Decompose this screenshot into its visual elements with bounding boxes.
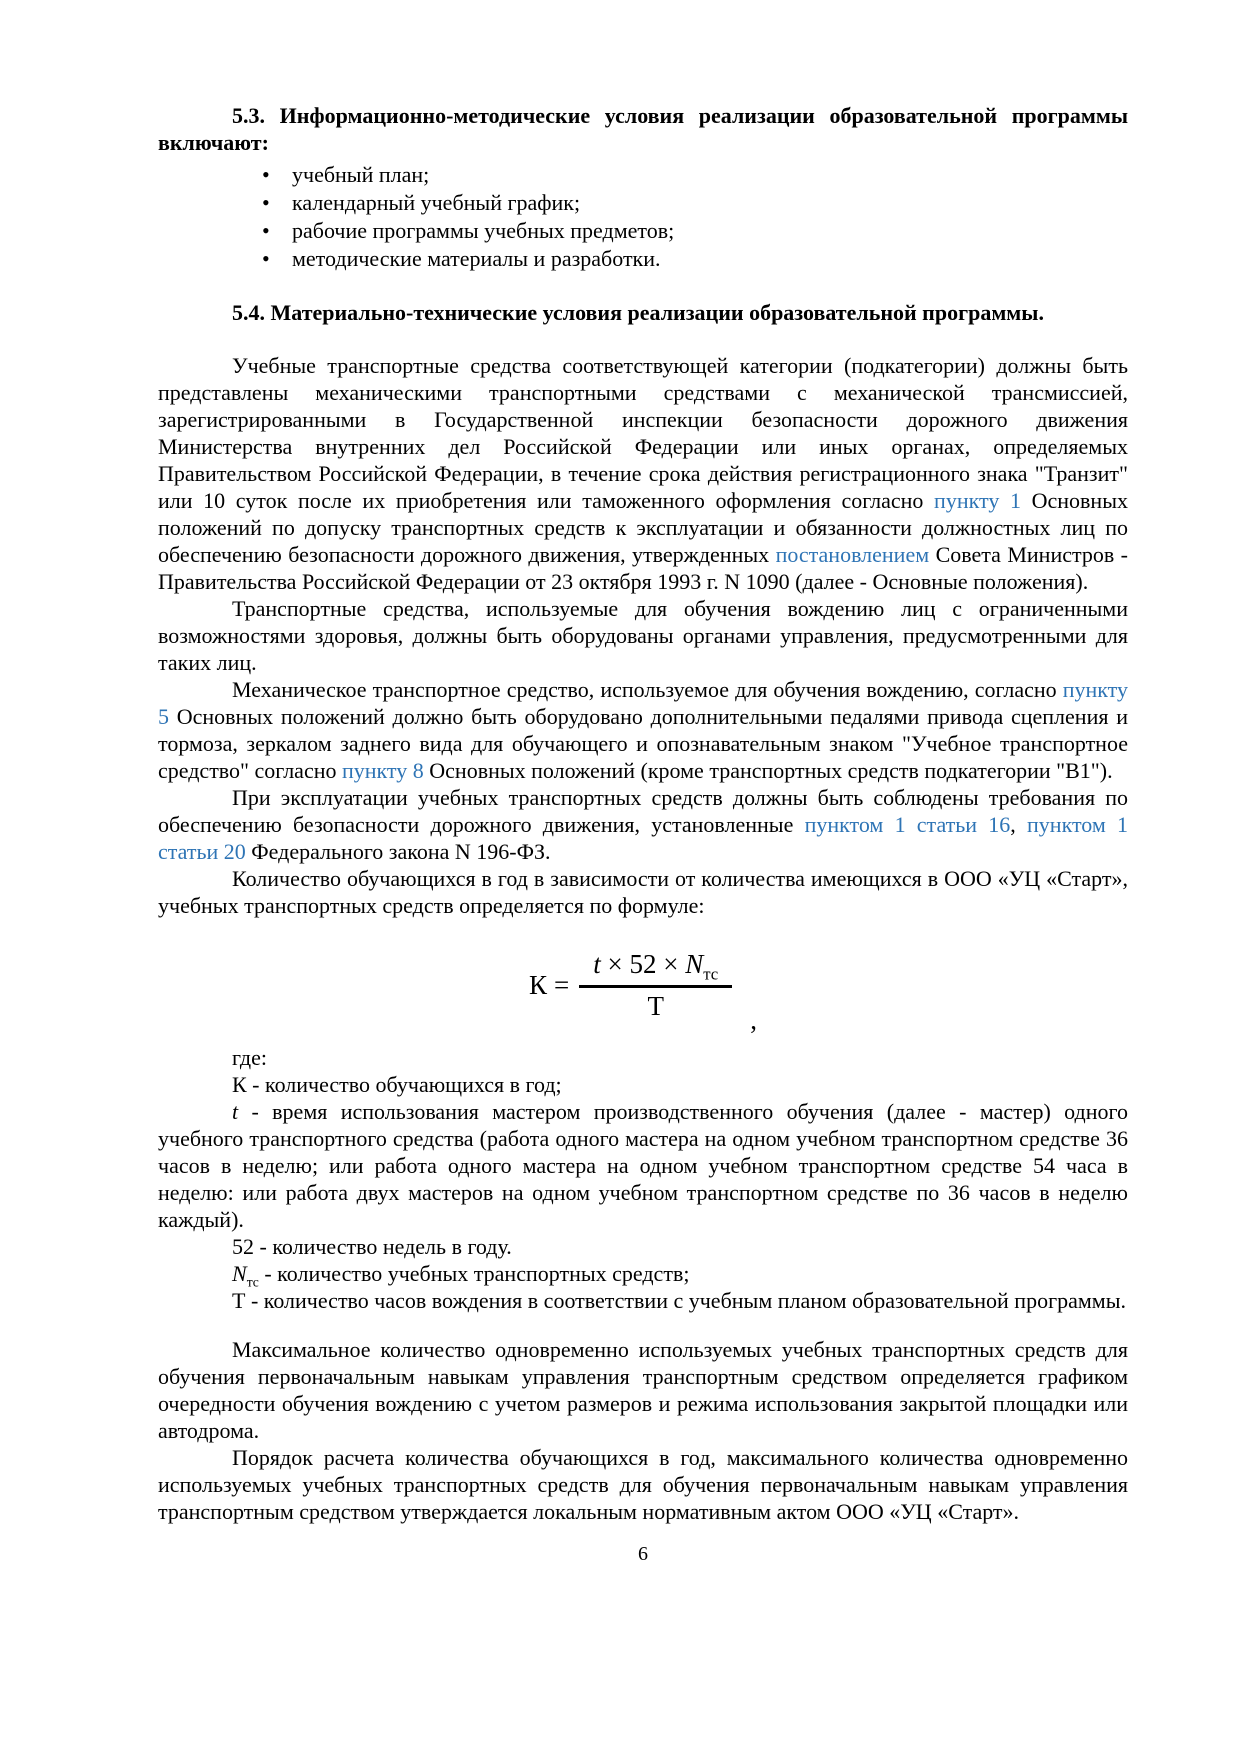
paragraph-dual-controls bbox=[158, 676, 1128, 784]
document-link[interactable]: постановлением bbox=[775, 542, 930, 567]
text-run: 52 - количество недель в году. bbox=[232, 1234, 512, 1260]
list-item bbox=[158, 161, 1128, 189]
text-run: × bbox=[600, 949, 630, 979]
paragraph-students-count-intro bbox=[158, 865, 1128, 919]
paragraph-max-vehicles bbox=[158, 1336, 1128, 1444]
text-run: где: bbox=[232, 1045, 267, 1071]
document-link[interactable]: пункту 5 bbox=[158, 677, 1128, 729]
text-run: t bbox=[232, 1099, 239, 1125]
document-link[interactable]: пункту 8 bbox=[341, 758, 424, 783]
formula-equals-sign: = bbox=[554, 970, 570, 1001]
text-run: Основных положений должно быть оборудовано дополнительными педалями привода сцепления и тормоза, зеркалом заднего вида для обучающего и опознавательным знаком "Учебное транспортное средство" согласно bbox=[158, 704, 1128, 783]
text-run: тс bbox=[246, 1274, 259, 1290]
text-run: N bbox=[685, 949, 704, 979]
text-run: Федерального закона N 196-ФЗ. bbox=[245, 839, 551, 864]
text-run: Порядок расчета количества обучающихся в год, максимального количества одновременно используемых учебных транспортных средств для обучения первоначальным навыкам управления транспортным средством утверждается локальным нормативным актом ООО «УЦ «Старт». bbox=[158, 1445, 1128, 1525]
formula-fraction bbox=[579, 949, 732, 1022]
text-run: Т - количество часов вождения в соответствии с учебным планом образовательной программы. bbox=[232, 1288, 1126, 1314]
text-run: - количество учебных транспортных средств; bbox=[258, 1261, 690, 1287]
formula-numerator bbox=[579, 949, 732, 985]
text-run: Механическое транспортное средство, используемое для обучения вождению, согласно bbox=[232, 677, 1063, 702]
formula-lhs: К bbox=[529, 970, 549, 1001]
bullet-list bbox=[158, 161, 1128, 273]
definition-52 bbox=[158, 1233, 1128, 1260]
page-number: 6 bbox=[638, 1543, 648, 1566]
formula-denominator: Т bbox=[579, 985, 732, 1022]
formula-trailing-comma: , bbox=[750, 1005, 757, 1036]
list-item bbox=[158, 189, 1128, 217]
text-run: Учебные транспортные средства соответствующей категории (подкатегории) должны быть представлены механическими транспортными средствами с механической трансмиссией, зарегистрированными в Государственной инспекции безопасности дорожного движения Министерства внутренних дел Российской Федерации или иных органах, определяемых Правительством Российской Федерации, в течение срока действия регистрационного знака "Транзит" или 10 суток после их приобретения или таможенного оформления согласно bbox=[158, 353, 1128, 513]
definition-where bbox=[158, 1044, 1128, 1071]
text-run: Транспортные средства, используемые для обучения вождению лиц с ограниченными возможностями здоровья, должны быть оборудованы органами управления, предусмотренными для таких лиц. bbox=[158, 596, 1128, 675]
paragraph-calculation-order bbox=[158, 1444, 1128, 1525]
text-run: t bbox=[593, 949, 601, 979]
list-item-text: календарный учебный график; bbox=[292, 190, 581, 215]
paragraph-disabled-drivers bbox=[158, 595, 1128, 676]
text-run: , bbox=[1010, 812, 1028, 837]
document-link[interactable]: пункту 1 bbox=[934, 488, 1021, 513]
document-link[interactable]: пунктом 1 статьи 20 bbox=[158, 812, 1129, 864]
text-run: При эксплуатации учебных транспортных средств должны быть соблюдены требования по обеспечению безопасности дорожного движения, установленные bbox=[158, 785, 1128, 837]
definition-n-ts bbox=[158, 1260, 1128, 1290]
text-run: - время использования мастером производственного обучения (далее - мастер) одного учебного транспортного средства (работа одного мастера на одном учебном транспортном средстве 36 часов в неделю; или работа одного мастера на одном учебном транспортном средстве 54 часа в неделю: или работа двух мастеров на одном учебном транспортном средстве по 36 часов в неделю каждый). bbox=[158, 1099, 1128, 1233]
list-item bbox=[158, 245, 1128, 273]
text-run: Количество обучающихся в год в зависимости от количества имеющихся в ООО «УЦ «Старт», учебных транспортных средств определяется по формуле: bbox=[158, 866, 1128, 918]
section-5-3-heading: 5.3. Информационно-методические условия реализации образовательной программы включают: bbox=[158, 103, 1128, 155]
definition-t-capital bbox=[158, 1287, 1128, 1314]
paragraph-vehicle-requirements bbox=[158, 352, 1128, 595]
list-item-text: учебный план; bbox=[292, 162, 430, 187]
list-item-text: рабочие программы учебных предметов; bbox=[292, 218, 675, 243]
document-link[interactable]: пунктом 1 статьи 16 bbox=[804, 812, 1011, 837]
text-run: Основных положений по допуску транспортных средств к эксплуатации и обязанности должностных лиц по обеспечению безопасности дорожного движения, утвержденных bbox=[158, 488, 1128, 567]
section-5-4-heading: 5.4. Материально-технические условия реализации образовательной программы. bbox=[232, 300, 1044, 325]
text-run: × bbox=[656, 949, 686, 979]
text-run: Совета Министров - Правительства Российской Федерации от 23 октября 1993 г. N 1090 (далее - Основные положения). bbox=[158, 542, 1128, 594]
text-run: Максимальное количество одновременно используемых учебных транспортных средств для обучения первоначальным навыкам управления транспортным средством определяется графиком очередности обучения вождению с учетом размеров и режима использования закрытой площадки или автодрома. bbox=[158, 1337, 1128, 1444]
text-run: Основных положений (кроме транспортных средств подкатегории "В1"). bbox=[423, 758, 1113, 783]
formula-block bbox=[158, 949, 1128, 1036]
list-item-text: методические материалы и разработки. bbox=[292, 246, 661, 271]
text-run: тс bbox=[703, 964, 719, 984]
definition-k bbox=[158, 1071, 1128, 1098]
text-run: 52 bbox=[629, 949, 657, 979]
list-item bbox=[158, 217, 1128, 245]
definition-t-small bbox=[158, 1098, 1128, 1233]
text-run: N bbox=[232, 1261, 247, 1287]
paragraph-safety-requirements bbox=[158, 784, 1128, 865]
text-run: К - количество обучающихся в год; bbox=[232, 1072, 562, 1098]
